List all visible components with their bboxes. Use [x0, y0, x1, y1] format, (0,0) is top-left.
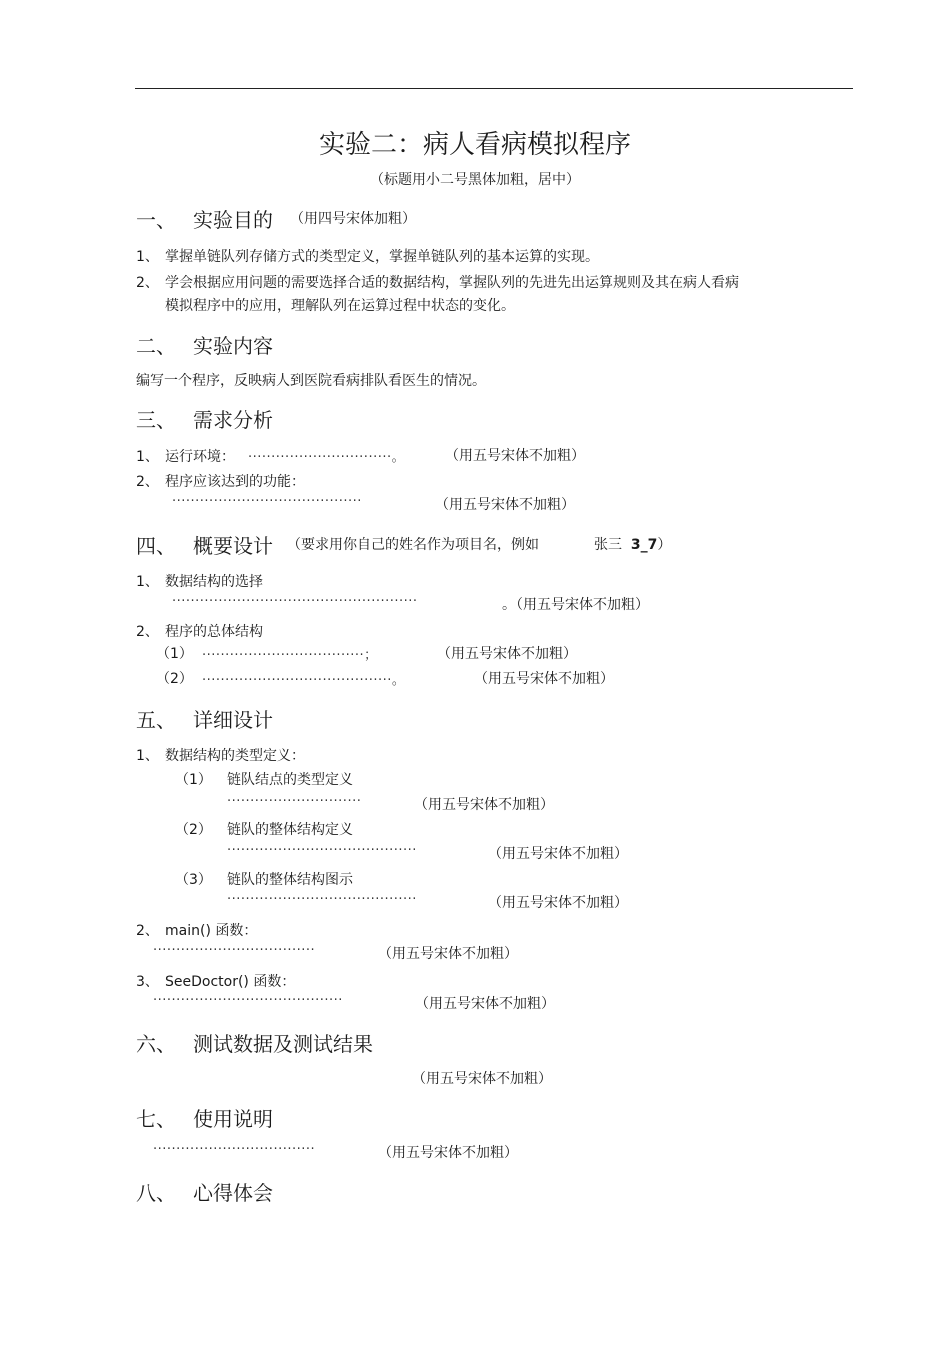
s5-sub-1-number: （1）: [175, 772, 212, 788]
s3-item-2-label: 程序应该达到的功能：: [165, 474, 305, 490]
s3-item-2-note: （用五号宋体不加粗）: [435, 497, 575, 513]
s5-item-1-label: 数据结构的类型定义：: [165, 748, 305, 764]
section-1-number: 一、: [136, 208, 176, 232]
section-4-title: 概要设计: [193, 534, 273, 558]
s5-item-1-number: 1、: [136, 748, 159, 764]
s3-item-1-label: 运行环境：: [165, 449, 235, 465]
section-5-title: 详细设计: [193, 708, 273, 732]
s4-sub-1-number: （1）: [156, 646, 193, 662]
s3-item-1-number: 1、: [136, 449, 159, 465]
s4-sub-2-dots: ·········································。: [202, 673, 406, 688]
s5-sub-1-label: 链队结点的类型定义: [227, 772, 353, 788]
s5-sub-1-dots: ·····························: [227, 794, 362, 809]
section-7-dots: ···································: [153, 1142, 316, 1157]
s4-item-1-note: 。（用五号宋体不加粗）: [502, 597, 649, 613]
section-2-body: 编写一个程序，反映病人到医院看病排队看医生的情况。: [136, 373, 486, 389]
s5-sub-3-label: 链队的整体结构图示: [227, 872, 353, 888]
section-4-note-end: ）: [657, 537, 672, 553]
section-1-title: 实验目的: [193, 208, 273, 232]
s5-item-2-number: 2、: [136, 923, 159, 939]
s5-sub-2-note: （用五号宋体不加粗）: [488, 846, 628, 862]
s5-item-3-label: SeeDoctor() 函数：: [165, 974, 296, 990]
s5-sub-2-dots: ·········································: [227, 843, 417, 858]
section-1-note: （用四号宋体加粗）: [290, 211, 416, 227]
s5-sub-3-note: （用五号宋体不加粗）: [488, 895, 628, 911]
s4-item-2-label: 程序的总体结构: [165, 624, 263, 640]
s3-item-1-note: （用五号宋体不加粗）: [445, 448, 585, 464]
s5-item-2-label: main() 函数：: [165, 923, 258, 939]
section-6-number: 六、: [136, 1032, 176, 1056]
section-8-number: 八、: [136, 1181, 176, 1205]
page-title: 实验二：病人看病模拟程序: [318, 130, 631, 160]
s1-item-2-line-1: 学会根据应用问题的需要选择合适的数据结构，掌握队列的先进先出运算规则及其在病人看病: [165, 275, 739, 291]
header-rule: [135, 88, 853, 89]
s5-item-2-note: （用五号宋体不加粗）: [378, 946, 518, 962]
section-7-title: 使用说明: [193, 1107, 273, 1131]
s5-sub-2-number: （2）: [175, 822, 212, 838]
s1-item-1-number: 1、: [136, 249, 159, 265]
s4-sub-1-note: （用五号宋体不加粗）: [437, 646, 577, 662]
s5-item-3-note: （用五号宋体不加粗）: [415, 996, 555, 1012]
s3-item-1-dots: ·······························。: [248, 450, 406, 465]
section-5-number: 五、: [136, 708, 176, 732]
s4-sub-2-note: （用五号宋体不加粗）: [474, 671, 614, 687]
section-3-number: 三、: [136, 408, 176, 432]
s5-item-2-dots: ···································: [153, 943, 316, 958]
section-6-title: 测试数据及测试结果: [193, 1032, 373, 1056]
s5-sub-2-label: 链队的整体结构定义: [227, 822, 353, 838]
s4-sub-1-dots: ···································；: [202, 648, 378, 663]
s4-item-1-number: 1、: [136, 574, 159, 590]
s3-item-2-number: 2、: [136, 474, 159, 490]
section-6-note: （用五号宋体不加粗）: [412, 1071, 552, 1087]
example-name: 张三: [594, 537, 622, 553]
section-7-number: 七、: [136, 1107, 176, 1131]
s5-item-3-dots: ·········································: [153, 993, 343, 1008]
s5-item-3-number: 3、: [136, 974, 159, 990]
s4-item-1-label: 数据结构的选择: [165, 574, 263, 590]
page-subtitle: （标题用小二号黑体加粗，居中）: [370, 172, 580, 188]
section-4-note: [287, 534, 539, 554]
section-8-title: 心得体会: [193, 1181, 273, 1205]
s4-sub-2-number: （2）: [156, 671, 193, 687]
s5-sub-3-number: （3）: [175, 872, 212, 888]
section-4-number: 四、: [136, 534, 176, 558]
s3-item-2-dots: ·········································: [172, 494, 362, 509]
s4-item-2-number: 2、: [136, 624, 159, 640]
section-4-note-text: （要求用你自己的姓名作为项目名，例如: [287, 537, 539, 553]
section-2-number: 二、: [136, 334, 176, 358]
section-4-note-example: [594, 534, 671, 554]
s1-item-1-text: 掌握单链队列存储方式的类型定义，掌握单链队列的基本运算的实现。: [165, 249, 599, 265]
section-7-note: （用五号宋体不加粗）: [378, 1145, 518, 1161]
s1-item-2-line-2: 模拟程序中的应用，理解队列在运算过程中状态的变化。: [165, 298, 515, 314]
section-2-title: 实验内容: [193, 334, 273, 358]
s1-item-2-number: 2、: [136, 275, 159, 291]
s5-sub-3-dots: ·········································: [227, 892, 417, 907]
s5-sub-1-note: （用五号宋体不加粗）: [414, 797, 554, 813]
section-3-title: 需求分析: [193, 408, 273, 432]
example-code: 3_7: [630, 537, 658, 553]
s4-item-1-dots: ·····················································: [172, 594, 418, 609]
